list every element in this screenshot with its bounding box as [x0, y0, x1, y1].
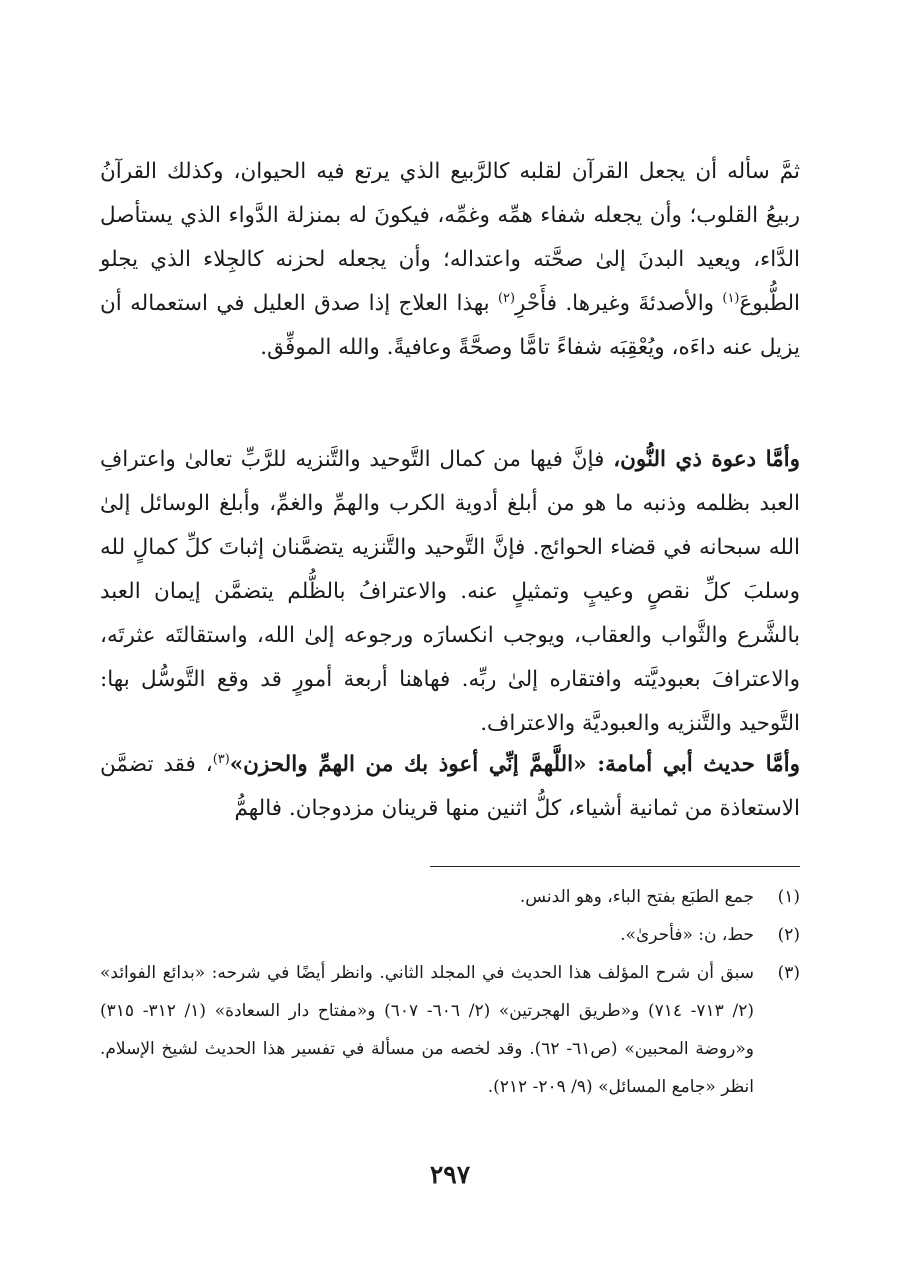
paragraph-abu-umama: [100, 743, 800, 831]
paragraph-1-text-c: بهذا العلاج إذا صدق العليل في استعماله أن يزيل عنه داءَه، ويُعْقِبَه شفاءً تامًّا وصحَّةً وعافيةً. والله الموفِّق.: [100, 291, 800, 360]
footnote-3: [100, 954, 800, 1106]
footnote-number: (٣): [777, 963, 800, 983]
footnote-number: (٢): [777, 925, 800, 945]
footnote-number: (١): [777, 887, 800, 907]
paragraph-3-heading: وأمَّا حديث أبي أمامة: «اللَّهمَّ إنِّي أعوذ بك من الهمِّ والحزن»: [229, 752, 800, 777]
footnote-1: [100, 878, 800, 916]
paragraph-2-text: فإنَّ فيها من كمال التَّوحيد والتَّنزيه للرَّبِّ تعالىٰ واعترافِ العبد بظلمه وذنبه ما هو من أبلغ أدوية الكرب والهمِّ والغمِّ، وأبلغ الوسائل إلىٰ الله سبحانه في قضاء الحوائج. فإنَّ التَّوحيد والتَّنزيه يتضمَّنان إثباتَ كلِّ كمالٍ لله وسلبَ كلِّ نقصٍ وعيبٍ وتمثيلٍ عنه. والاعترافُ بالظُّلم يتضمَّن إيمان العبد بالشَّرع والثَّواب والعقاب، ويوجب انكسارَه ورجوعه إلىٰ الله، واستقالتَه عثرتَه، والاعترافَ بعبوديَّته وافتقاره إلىٰ ربِّه. فهاهنا أربعة أمورٍ قد وقع التَّوسُّل بها: التَّوحيد والتَّنزيه والعبوديَّة والاعتراف.: [100, 447, 800, 736]
book-page: [100, 0, 800, 1271]
footnotes: [100, 878, 800, 1106]
footnote-text: حط، ن: «فأحرىٰ».: [620, 925, 754, 945]
footnote-text: سبق أن شرح المؤلف هذا الحديث في المجلد الثاني. وانظر أيضًا في شرحه: «بدائع الفوائد» (٢/ ٧١٣- ٧١٤) و«طريق الهجرتين» (٢/ ٦٠٦- ٦٠٧) و«مفتاح دار السعادة» (١/ ٣١٢- ٣١٥) و«روضة المحبين» (ص٦١- ٦٢). وقد لخصه من مسألة في تفسير هذا الحديث لشيخ الإسلام. انظر «جامع المسائل» (٩/ ٢٠٩- ٢١٢).: [100, 963, 754, 1097]
paragraph-2-heading: وأمَّا دعوة ذي النُّون،: [613, 447, 800, 472]
paragraph-1-text-b: والأصدئةَ وغيرها. فأَحْرِ: [514, 291, 723, 316]
footnote-ref-1: (١): [722, 290, 740, 306]
page-number: ٢٩٧: [429, 1160, 471, 1189]
footnote-ref-2: (٢): [497, 290, 515, 306]
paragraph-1-text-a: ثمَّ سأله أن يجعل القرآن لقلبه كالرَّبيع الذي يرتع فيه الحيوان، وكذلك القرآنُ ربيعُ القلوب؛ وأن يجعله شفاء همِّه وغمِّه، فيكونَ له بمنزلة الدَّواء الذي يستأصل الدَّاء، ويعيد البدنَ إلىٰ صحَّته واعتداله؛ وأن يجعله لحزنه كالجِلاء الذي يجلو الطُّبوعَ: [100, 159, 800, 316]
footnote-text: جمع الطبَع بفتح الباء، وهو الدنس.: [519, 887, 754, 907]
footnote-ref-3: (٣): [212, 751, 230, 767]
paragraph-dhun-nun: [100, 438, 800, 746]
footnote-2: [100, 916, 800, 954]
paragraph-quran-spring: [100, 150, 800, 370]
footnote-separator: [430, 866, 800, 867]
paragraph-3-text: ، فقد تضمَّن الاستعاذة من ثمانية أشياء، كلُّ اثنين منها قرينان مزدوجان. فالهمُّ: [100, 752, 800, 821]
